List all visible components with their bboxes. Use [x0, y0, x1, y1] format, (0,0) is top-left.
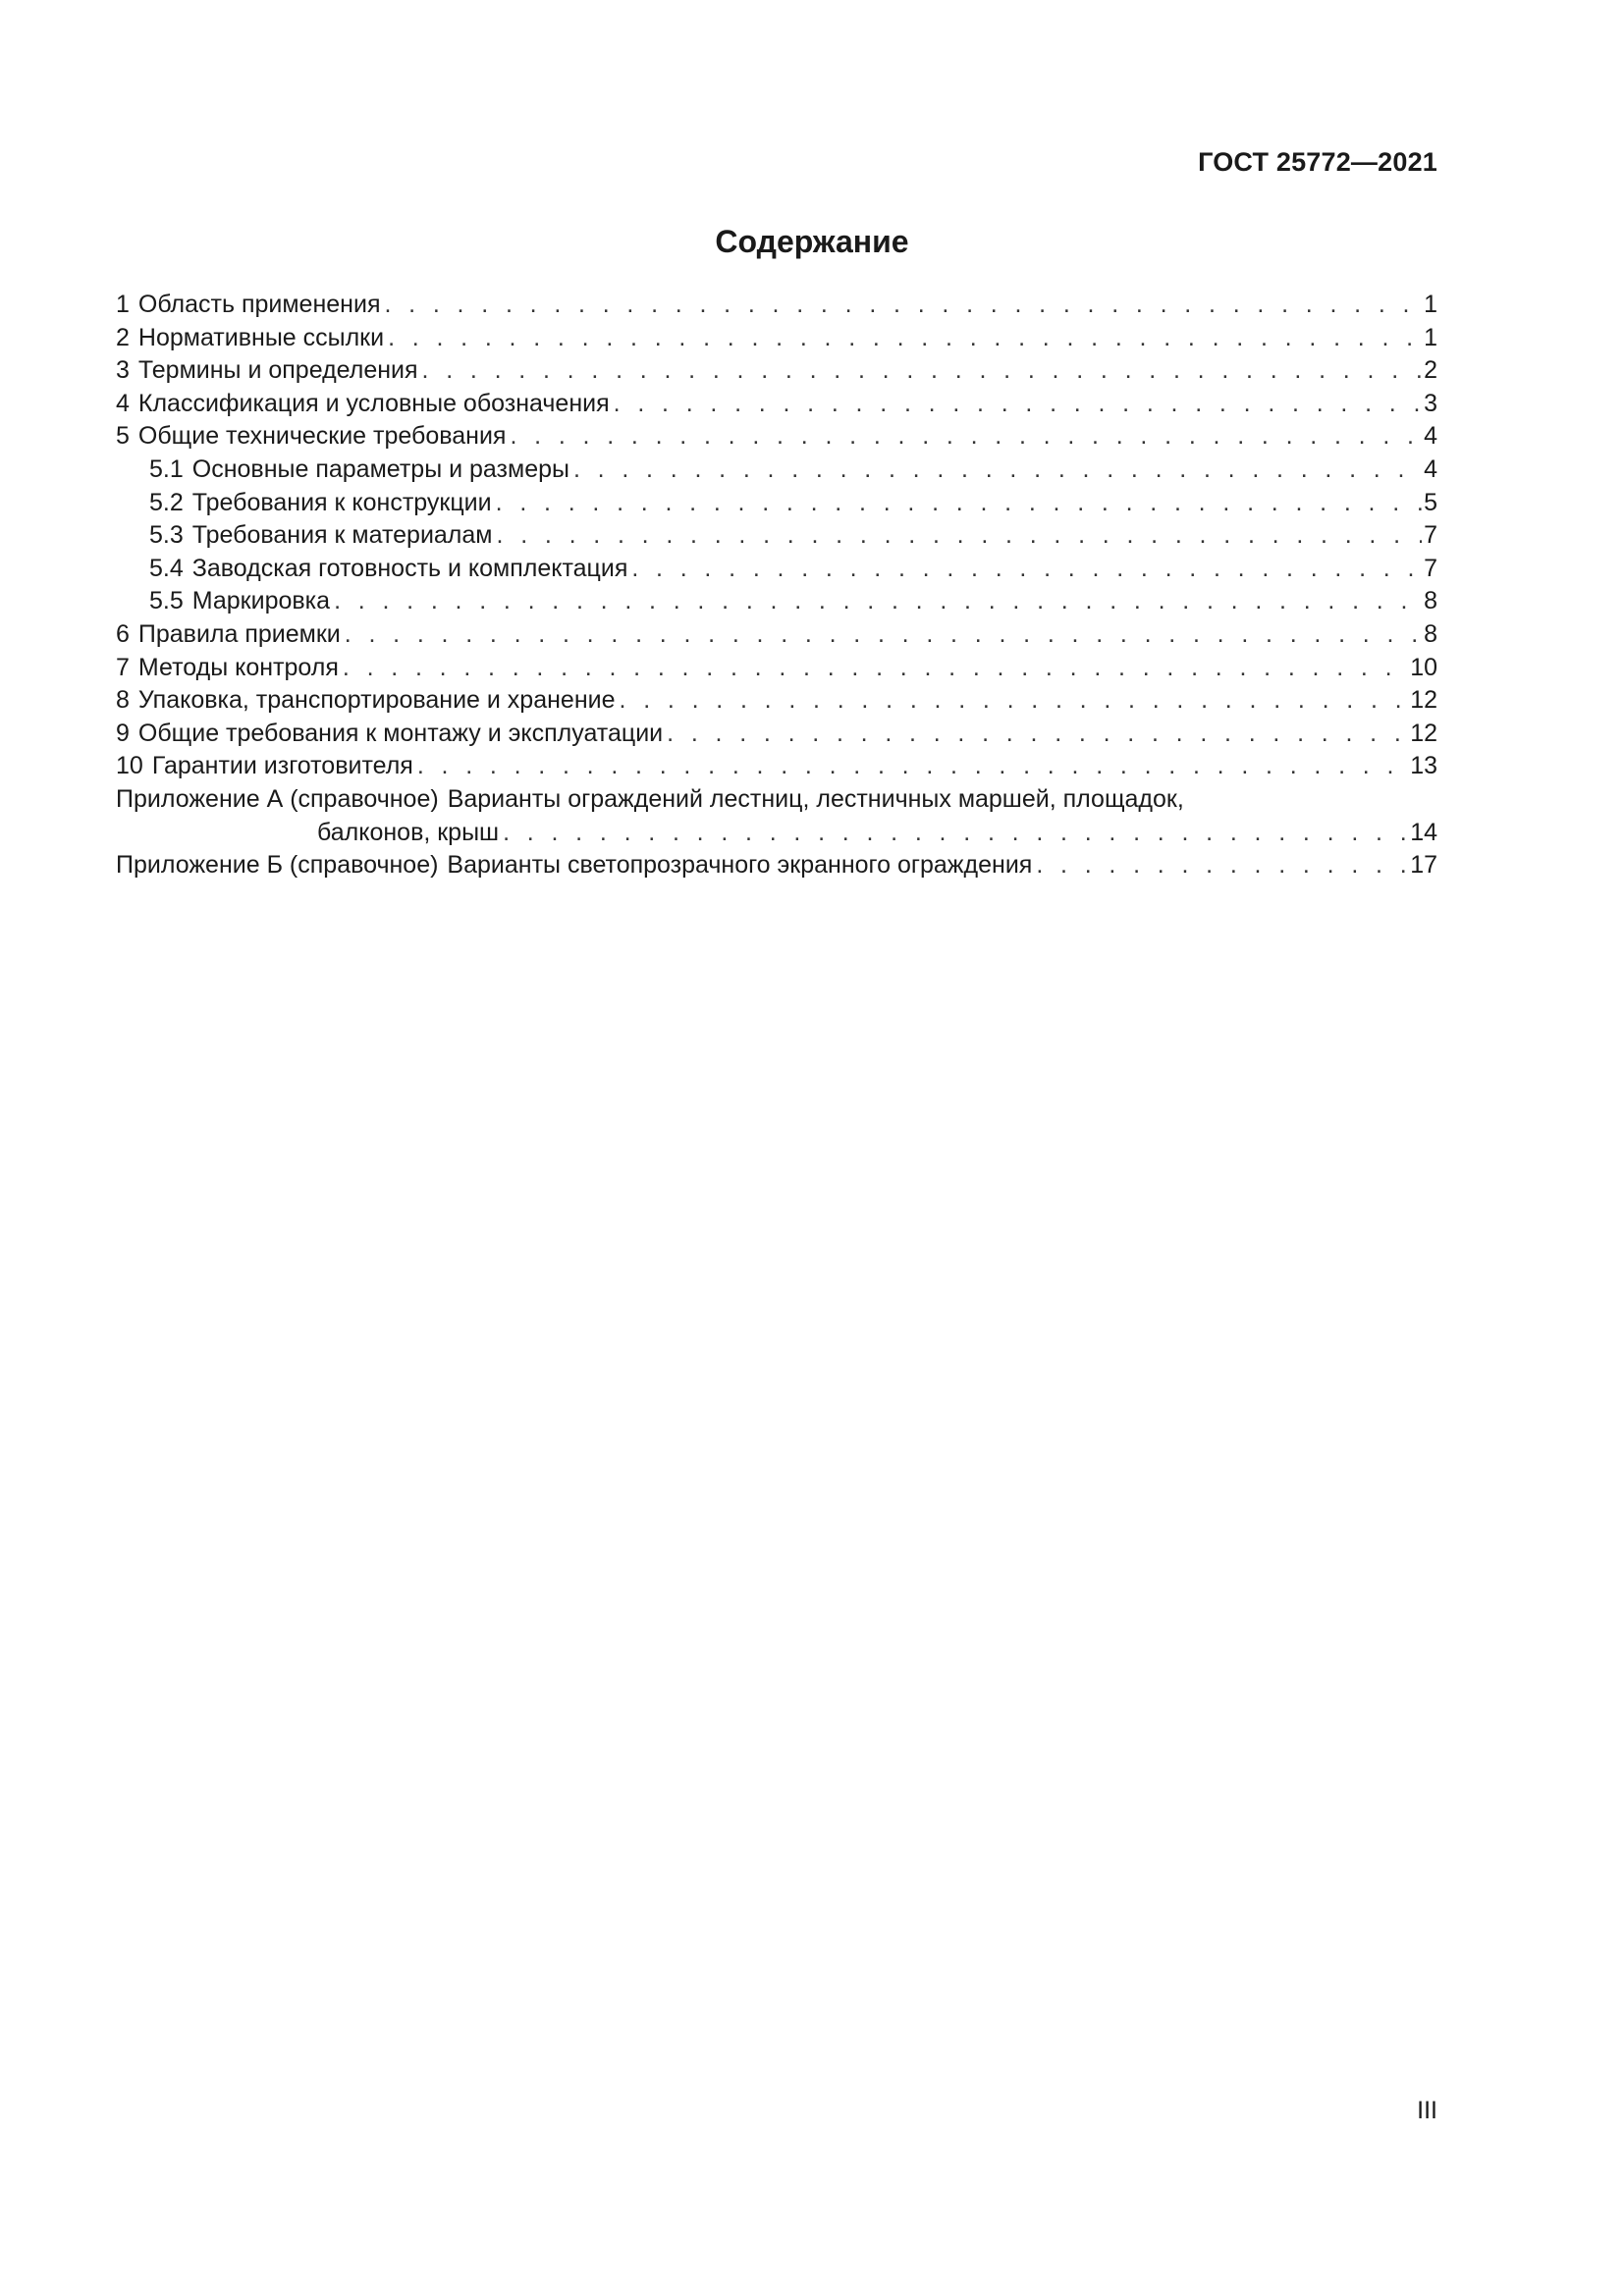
toc-appendix-b[interactable]: [116, 849, 1437, 882]
dot-leader: [417, 750, 1408, 783]
toc-entry-label: Классификация и условные обозначения: [137, 389, 610, 417]
toc-entry-5-2[interactable]: [116, 487, 1437, 520]
document-code: ГОСТ 25772—2021: [1198, 147, 1437, 177]
toc-title: Содержание: [715, 224, 909, 259]
dot-leader: [573, 454, 1422, 487]
toc-entry-7[interactable]: [116, 652, 1437, 685]
toc-entry-page: 14: [1410, 818, 1437, 846]
page-number: III: [1417, 2097, 1437, 2124]
toc-entry-page: 1: [1424, 323, 1437, 351]
toc-entry-number: 9: [116, 719, 130, 747]
toc-entry-page: 7: [1424, 554, 1437, 582]
dot-leader: [422, 354, 1423, 388]
toc-entry-number: 2: [116, 323, 130, 351]
dot-leader: [345, 618, 1422, 652]
dot-leader: [510, 420, 1422, 454]
toc-entry-page: 4: [1424, 422, 1437, 451]
dot-leader: [384, 289, 1422, 322]
toc-entry-number: 5.3: [149, 521, 184, 550]
toc-entry-page: 12: [1410, 719, 1437, 747]
appendix-prefix: Приложение Б (справочное): [116, 851, 439, 880]
toc-entry-6[interactable]: [116, 618, 1437, 652]
toc-entry-4[interactable]: [116, 388, 1437, 421]
toc-entry-page: 13: [1410, 752, 1437, 780]
toc-entry-number: 3: [116, 356, 130, 385]
toc-entry-9[interactable]: [116, 718, 1437, 751]
toc-entry-number: 4: [116, 389, 130, 417]
toc-entry-page: 8: [1424, 587, 1437, 615]
toc-entry-number: 5.4: [149, 554, 184, 582]
appendix-label: Варианты светопрозрачного экранного ограждения: [447, 851, 1033, 880]
table-of-contents: [116, 289, 1437, 882]
dot-leader: [497, 519, 1423, 553]
toc-entry-label: Область применения: [137, 291, 381, 318]
toc-entry-label: Упаковка, транспортирование и хранение: [137, 686, 616, 715]
toc-entry-label: Правила приемки: [137, 619, 341, 648]
toc-entry-2[interactable]: [116, 322, 1437, 355]
toc-entry-5-3[interactable]: [116, 519, 1437, 553]
toc-entry-page: 1: [1424, 291, 1437, 318]
toc-entry-label: Маркировка: [191, 587, 331, 615]
toc-entry-page: 12: [1410, 686, 1437, 715]
toc-entry-number: 5.1: [149, 454, 184, 483]
dot-leader: [614, 388, 1422, 421]
dot-leader: [496, 487, 1422, 520]
toc-entry-page: 2: [1424, 356, 1437, 385]
toc-entry-number: 6: [116, 619, 130, 648]
toc-entry-page: 8: [1424, 619, 1437, 648]
dot-leader: [1036, 849, 1408, 882]
toc-entry-label: Термины и определения: [137, 356, 418, 385]
appendix-label-line1: Варианты ограждений лестниц, лестничных маршей, площадок,: [447, 784, 1184, 813]
toc-entry-10[interactable]: [116, 750, 1437, 783]
toc-entry-number: 7: [116, 653, 130, 681]
appendix-label-line2: балконов, крыш: [317, 818, 500, 846]
dot-leader: [343, 652, 1408, 685]
toc-entry-number: 10: [116, 752, 143, 780]
dot-leader: [620, 684, 1409, 718]
toc-entry-1[interactable]: [116, 289, 1437, 322]
toc-entry-page: 17: [1410, 851, 1437, 880]
toc-entry-number: 8: [116, 686, 130, 715]
toc-entry-label: Основные параметры и размеры: [191, 454, 569, 483]
toc-entry-label: Гарантии изготовителя: [151, 752, 413, 780]
toc-appendix-a[interactable]: [116, 783, 1437, 817]
toc-entry-5-4[interactable]: [116, 553, 1437, 586]
toc-entry-number: 5.5: [149, 587, 184, 615]
dot-leader: [334, 585, 1422, 618]
toc-entry-label: Общие требования к монтажу и эксплуатации: [137, 719, 664, 747]
dot-leader: [388, 322, 1422, 355]
toc-entry-8[interactable]: [116, 684, 1437, 718]
toc-entry-page: 3: [1424, 389, 1437, 417]
toc-entry-page: 4: [1424, 454, 1437, 483]
appendix-prefix: Приложение А (справочное): [116, 784, 439, 813]
toc-entry-label: Заводская готовность и комплектация: [191, 554, 628, 582]
toc-entry-5-5[interactable]: [116, 585, 1437, 618]
toc-entry-3[interactable]: [116, 354, 1437, 388]
toc-entry-5[interactable]: [116, 420, 1437, 454]
dot-leader: [667, 718, 1408, 751]
dot-leader: [503, 817, 1408, 850]
toc-entry-label: Требования к конструкции: [191, 488, 492, 516]
toc-entry-5-1[interactable]: [116, 454, 1437, 487]
toc-entry-label: Общие технические требования: [137, 422, 507, 451]
toc-appendix-a-continued[interactable]: [116, 817, 1437, 850]
toc-entry-number: 5.2: [149, 488, 184, 516]
toc-entry-label: Требования к материалам: [191, 521, 493, 550]
toc-entry-page: 5: [1424, 488, 1437, 516]
dot-leader: [631, 553, 1422, 586]
toc-entry-label: Нормативные ссылки: [137, 323, 385, 351]
toc-entry-page: 10: [1410, 653, 1437, 681]
toc-entry-number: 5: [116, 422, 130, 451]
toc-entry-page: 7: [1424, 521, 1437, 550]
toc-entry-label: Методы контроля: [137, 653, 339, 681]
toc-entry-number: 1: [116, 291, 130, 318]
